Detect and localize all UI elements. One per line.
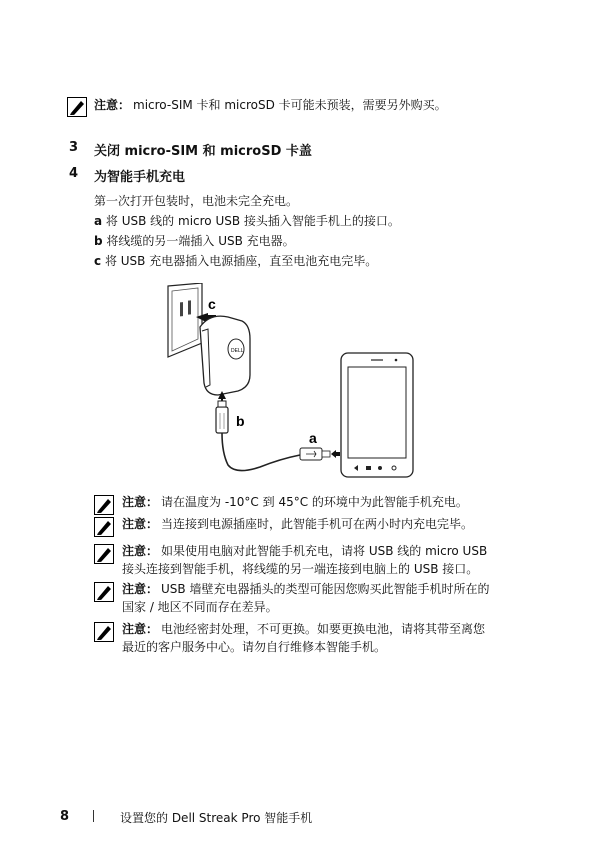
svg-text:DELL: DELL [231, 348, 244, 354]
figure-label-b: b [236, 413, 245, 429]
note-text: 请在温度为 -10°C 到 45°C 的环境中为此智能手机充电。 [161, 495, 468, 509]
footer-divider [93, 810, 94, 822]
step-text: 关闭 micro-SIM 和 microSD 卡盖 [94, 144, 312, 159]
note-pencil-icon [94, 517, 114, 537]
note-label: 注意： [122, 517, 159, 531]
sub-step-b [94, 232, 295, 249]
note-label: 注意： [94, 98, 131, 112]
footer-title: 设置您的 Dell Streak Pro 智能手机 [120, 811, 313, 825]
sub-step-letter: a [94, 214, 103, 228]
charge-intro: 第一次打开包装时，电池未完全充电。 [94, 194, 299, 208]
note-label: 注意： [122, 582, 159, 596]
usb-cable [222, 433, 300, 471]
note-text: 如果使用电脑对此智能手机充电，请将 USB 线的 micro USB [161, 544, 488, 558]
sub-step-letter: c [94, 254, 102, 268]
sub-step-text: 将线缆的另一端插入 USB 充电器。 [102, 234, 295, 248]
note-computer-charge [122, 542, 487, 578]
note-pencil-icon [94, 622, 114, 642]
note-pencil-icon [67, 97, 87, 117]
note-charge-time [122, 515, 473, 533]
sub-step-text: 将 USB 线的 micro USB 接头插入智能手机上的接口。 [102, 214, 400, 228]
wall-outlet [168, 283, 202, 357]
note-text-line2: 国家 / 地区不同而存在差异。 [122, 600, 278, 614]
note-text-line2: 接头连接到智能手机，将线缆的另一端连接到电脑上的 USB 接口。 [122, 562, 479, 576]
step-text: 为智能手机充电 [94, 170, 186, 185]
figure-label-c: c [208, 296, 216, 312]
note-pencil-icon [94, 582, 114, 602]
note-battery [122, 620, 485, 656]
step-number: 4 [69, 166, 79, 181]
top-note [94, 96, 447, 114]
note-plug-type [122, 580, 489, 616]
sub-step-c [94, 252, 377, 269]
figure-label-a: a [309, 430, 317, 446]
arrow-a-icon [331, 450, 340, 458]
note-label: 注意： [122, 544, 159, 558]
sub-step-text: 将 USB 充电器插入电源插座，直至电池充电完毕。 [101, 254, 378, 268]
note-label: 注意： [122, 495, 159, 509]
note-temperature [122, 493, 468, 511]
note-text: USB 墙壁充电器插头的类型可能因您购买此智能手机时所在的 [161, 582, 490, 596]
step-number: 3 [69, 140, 79, 155]
page-number: 8 [60, 809, 70, 824]
charging-illustration [150, 283, 420, 483]
note-text: micro-SIM 卡和 microSD 卡可能未预装，需要另外购买。 [133, 98, 447, 112]
sub-step-letter: b [94, 234, 103, 248]
note-pencil-icon [94, 544, 114, 564]
note-text: 电池经密封处理，不可更换。如要更换电池，请将其带至离您 [161, 622, 486, 636]
usb-plug [216, 407, 228, 433]
note-text: 当连接到电源插座时，此智能手机可在两小时内充电完毕。 [161, 517, 474, 531]
note-label: 注意： [122, 622, 159, 636]
sub-step-a [94, 212, 400, 229]
note-text-line2: 最近的客户服务中心。请勿自行维修本智能手机。 [122, 640, 387, 654]
note-pencil-icon [94, 495, 114, 515]
